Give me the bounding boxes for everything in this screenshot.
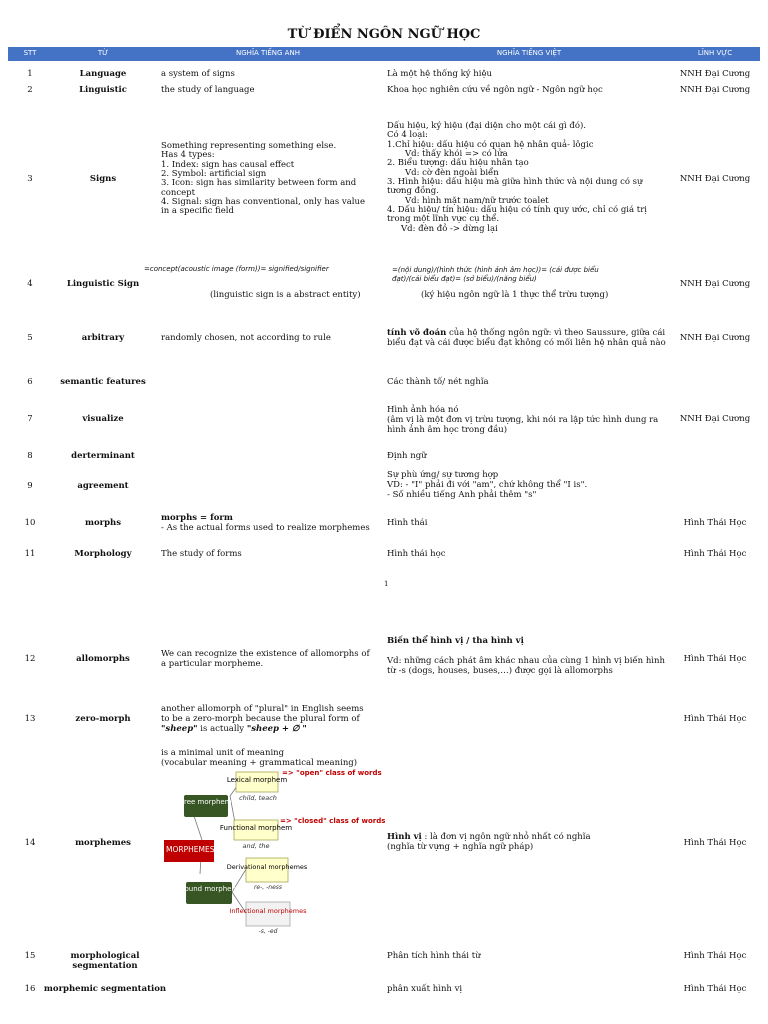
row-field: Hình Thái Học xyxy=(683,549,747,559)
row-term: derterminant xyxy=(71,451,135,461)
row-term: Linguistic xyxy=(79,85,127,95)
row-stt: 8 xyxy=(27,451,33,461)
header-stt: STT xyxy=(23,49,37,57)
text-line: Vd: cờ đèn ngoài biển xyxy=(405,167,499,178)
text-line: 2. Biểu tượng: dấu hiệu nhân tạo xyxy=(387,158,529,169)
row-vietnamese: Hình ảnh hóa nó (âm vị là một đơn vị trừu tượng, khi nói ra lập tức hình dung ra hình ảnh âm học trong đầu) xyxy=(387,405,659,436)
row-field: NNH Đại Cương xyxy=(679,85,751,95)
row-term: zero-morph xyxy=(75,714,131,724)
row-english: randomly chosen, not according to rule xyxy=(161,333,331,343)
row-vietnamese: Hình thái học xyxy=(387,549,446,559)
header-lv: LĨNH VỰC xyxy=(697,49,733,57)
row-english: We can recognize the existence of allomorphs of a particular morpheme. xyxy=(161,649,370,670)
row-stt: 7 xyxy=(27,414,33,424)
row-stt: 11 xyxy=(24,549,36,559)
header-en: NGHĨA TIẾNG ANH xyxy=(236,49,300,57)
row-term: Morphology xyxy=(74,549,132,559)
row-vietnamese xyxy=(387,328,669,348)
lexical-morpheme-label: Lexical morphem xyxy=(226,776,288,784)
text-line: Has 4 types: xyxy=(161,150,215,161)
row-term: Signs xyxy=(89,174,117,184)
morphemes-label: MORPHEMES xyxy=(166,845,215,854)
row-vietnamese: Là một hệ thống ký hiệu xyxy=(387,69,492,79)
row-vietnamese xyxy=(387,832,669,852)
definition-text: Vd: những cách phát âm khác nhau của cùng 1 hình vị biến hình từ -s (dogs, houses, buses,…) được gọi là allomorphs xyxy=(387,656,665,677)
row-field: NNH Đại Cương xyxy=(679,174,751,184)
text-line: 1.Chỉ hiệu: dấu hiệu có quan hệ nhân quả- lôgic xyxy=(387,139,594,150)
row-stt: 3 xyxy=(27,174,33,184)
text-line: Vd: thấy khói => có lửa xyxy=(405,149,508,160)
bold-term: Hình vị xyxy=(387,832,422,842)
inflectional-morpheme-label: Inflectional morphemes xyxy=(229,907,307,915)
row-stt: 2 xyxy=(27,85,33,95)
derivational-example: re-, -ness xyxy=(253,884,283,891)
row-stt: 9 xyxy=(27,481,33,491)
row-term: arbitrary xyxy=(81,333,125,343)
row-stt: 16 xyxy=(24,984,36,994)
row-stt: 4 xyxy=(27,279,33,289)
row-vietnamese: Khoa học nghiên cứu về ngôn ngữ - Ngôn ngữ học xyxy=(387,85,603,95)
text-line: Vd: hình mặt nam/nữ trước toalet xyxy=(405,195,549,206)
row-vietnamese: Sự phù ứng/ sự tương hợp VD: - "I" phải đi với "am", chứ không thể "I is". - Số nhiều tiếng Anh phải thêm "s" xyxy=(387,470,588,501)
definition-text: : là đơn vị ngôn ngữ nhỏ nhất có nghĩa (nghĩa từ vựng + nghĩa ngữ pháp) xyxy=(387,832,591,853)
row-field: Hình Thái Học xyxy=(683,838,747,848)
text-line: 4. Signal: sign has conventional, only has value in a specific field xyxy=(161,197,366,217)
row-field: Hình Thái Học xyxy=(683,951,747,961)
document-title: TỪ ĐIỂN NGÔN NGỮ HỌC xyxy=(287,27,481,42)
functional-example: and, the xyxy=(242,842,270,850)
row-english: The study of forms xyxy=(161,549,242,559)
text-line: 3. Icon: sign has similarity between form and concept xyxy=(161,178,357,198)
row-vietnamese: Phân tích hình thái từ xyxy=(387,951,481,961)
header-tu: TỪ xyxy=(97,49,109,57)
row-field: Hình Thái Học xyxy=(683,654,747,664)
row-stt: 1 xyxy=(27,69,33,79)
formula-english: =concept(acoustic image (form))= signified/signifier xyxy=(144,265,329,273)
bold-term: tính võ đoán xyxy=(387,328,447,338)
bold-term: morphs = form xyxy=(161,513,233,523)
definition-text: another allomorph of "plural" in English seems to be a zero-morph because the plural form of xyxy=(161,704,364,725)
row-term: Linguistic Sign xyxy=(66,279,140,289)
closed-class-note: => "closed" class of words xyxy=(280,817,386,825)
inflectional-example: -s, -ed xyxy=(258,928,278,935)
row-term: semantic features xyxy=(60,377,146,387)
text-line: Something representing something else. xyxy=(161,141,337,151)
row-field: Hình Thái Học xyxy=(683,984,747,994)
row-term: Language xyxy=(79,69,127,79)
row-field: NNH Đại Cương xyxy=(679,279,751,289)
row-english xyxy=(161,513,371,533)
row-vietnamese: phân xuất hình vị xyxy=(387,984,463,994)
row-field: NNH Đại Cương xyxy=(679,333,751,343)
row-field: Hình Thái Học xyxy=(683,518,747,528)
row-term: agreement xyxy=(77,481,129,491)
row-vietnamese xyxy=(387,636,669,677)
open-class-note: => "open" class of words xyxy=(282,769,382,777)
derivational-morpheme-label: Derivational morphemes xyxy=(226,863,308,871)
text-line: Vd: đèn đỏ -> dừng lại xyxy=(401,223,498,234)
row-term: visualize xyxy=(82,414,124,424)
text-line: 1. Index: sign has causal effect xyxy=(161,159,295,170)
row-term: morphemic segmentation xyxy=(43,984,167,994)
row-stt: 15 xyxy=(24,951,36,961)
row-stt: 14 xyxy=(24,838,36,848)
lexical-example: child, teach xyxy=(239,794,277,802)
bound-morpheme-label: Bound morphem xyxy=(179,885,239,893)
row-stt: 12 xyxy=(24,654,36,664)
row-english xyxy=(161,142,371,217)
definition-text: của hệ thống ngôn ngữ: vì theo Saussure, giữa cái biểu đạt và cái được biểu đạt không có mối liên hệ nhân quả nào xyxy=(387,328,666,349)
formula-vietnamese: =(nội dung)/(hình thức (hình ảnh âm học))= (cái được biểu đạt)/(cái biểu đạt)= (sở biểu)/(năng biểu) xyxy=(392,266,599,283)
row-vietnamese xyxy=(387,122,669,234)
row-term: morphs xyxy=(84,518,122,528)
row-term: morphemes xyxy=(75,838,131,848)
text-line: 2. Symbol: artificial sign xyxy=(161,169,267,180)
text-line: 3. Hình hiệu: dấu hiệu mà giữa hình thức và nội dung có sự tương đồng. xyxy=(387,177,643,197)
text-line: Dấu hiệu, ký hiệu (đại diện cho một cái gì đó). xyxy=(387,121,587,131)
row-english: a system of signs xyxy=(161,69,235,79)
functional-morpheme-label: Functional morphem xyxy=(219,824,293,832)
note-vietnamese: (ký hiệu ngôn ngữ là 1 thực thể trừu tượng) xyxy=(421,290,609,300)
row-term: allomorphs xyxy=(76,654,130,664)
row-vietnamese: Định ngữ xyxy=(387,451,427,461)
row-field: Hình Thái Học xyxy=(683,714,747,724)
table-header xyxy=(8,47,760,61)
page-number: 1 xyxy=(384,580,389,588)
row-english: is a minimal unit of meaning (vocabular meaning + grammatical meaning) xyxy=(161,748,358,769)
row-vietnamese: Hình thái xyxy=(387,518,428,528)
row-english xyxy=(161,704,371,735)
example-word: "sheep" xyxy=(161,724,198,735)
header-vi: NGHĨA TIẾNG VIỆT xyxy=(496,49,562,57)
row-field: NNH Đại Cương xyxy=(679,414,751,424)
row-stt: 5 xyxy=(27,333,33,343)
row-stt: 10 xyxy=(24,518,36,528)
row-english: the study of language xyxy=(161,85,255,95)
definition-text: is actually xyxy=(197,724,247,735)
note-english: (linguistic sign is a abstract entity) xyxy=(210,290,361,300)
morpheme-diagram xyxy=(160,766,386,938)
free-morpheme-label: Free morphem xyxy=(180,798,232,806)
definition-text: - As the actual forms used to realize morphemes xyxy=(161,523,370,534)
text-line: 4. Dấu hiệu/ tín hiệu: dấu hiệu có tính quy ước, chỉ có giá trị trong một lĩnh vực cụ thể. xyxy=(387,205,647,225)
row-term: morphological segmentation xyxy=(70,951,140,972)
bold-term: Biến thể hình vị / tha hình vị xyxy=(387,636,524,646)
row-stt: 13 xyxy=(24,714,36,724)
row-stt: 6 xyxy=(27,377,33,387)
row-vietnamese: Các thành tố/ nét nghĩa xyxy=(387,377,489,387)
text-line: Có 4 loại: xyxy=(387,130,428,141)
example-word: "sheep + ∅ " xyxy=(246,724,307,735)
row-field: NNH Đại Cương xyxy=(679,69,751,79)
